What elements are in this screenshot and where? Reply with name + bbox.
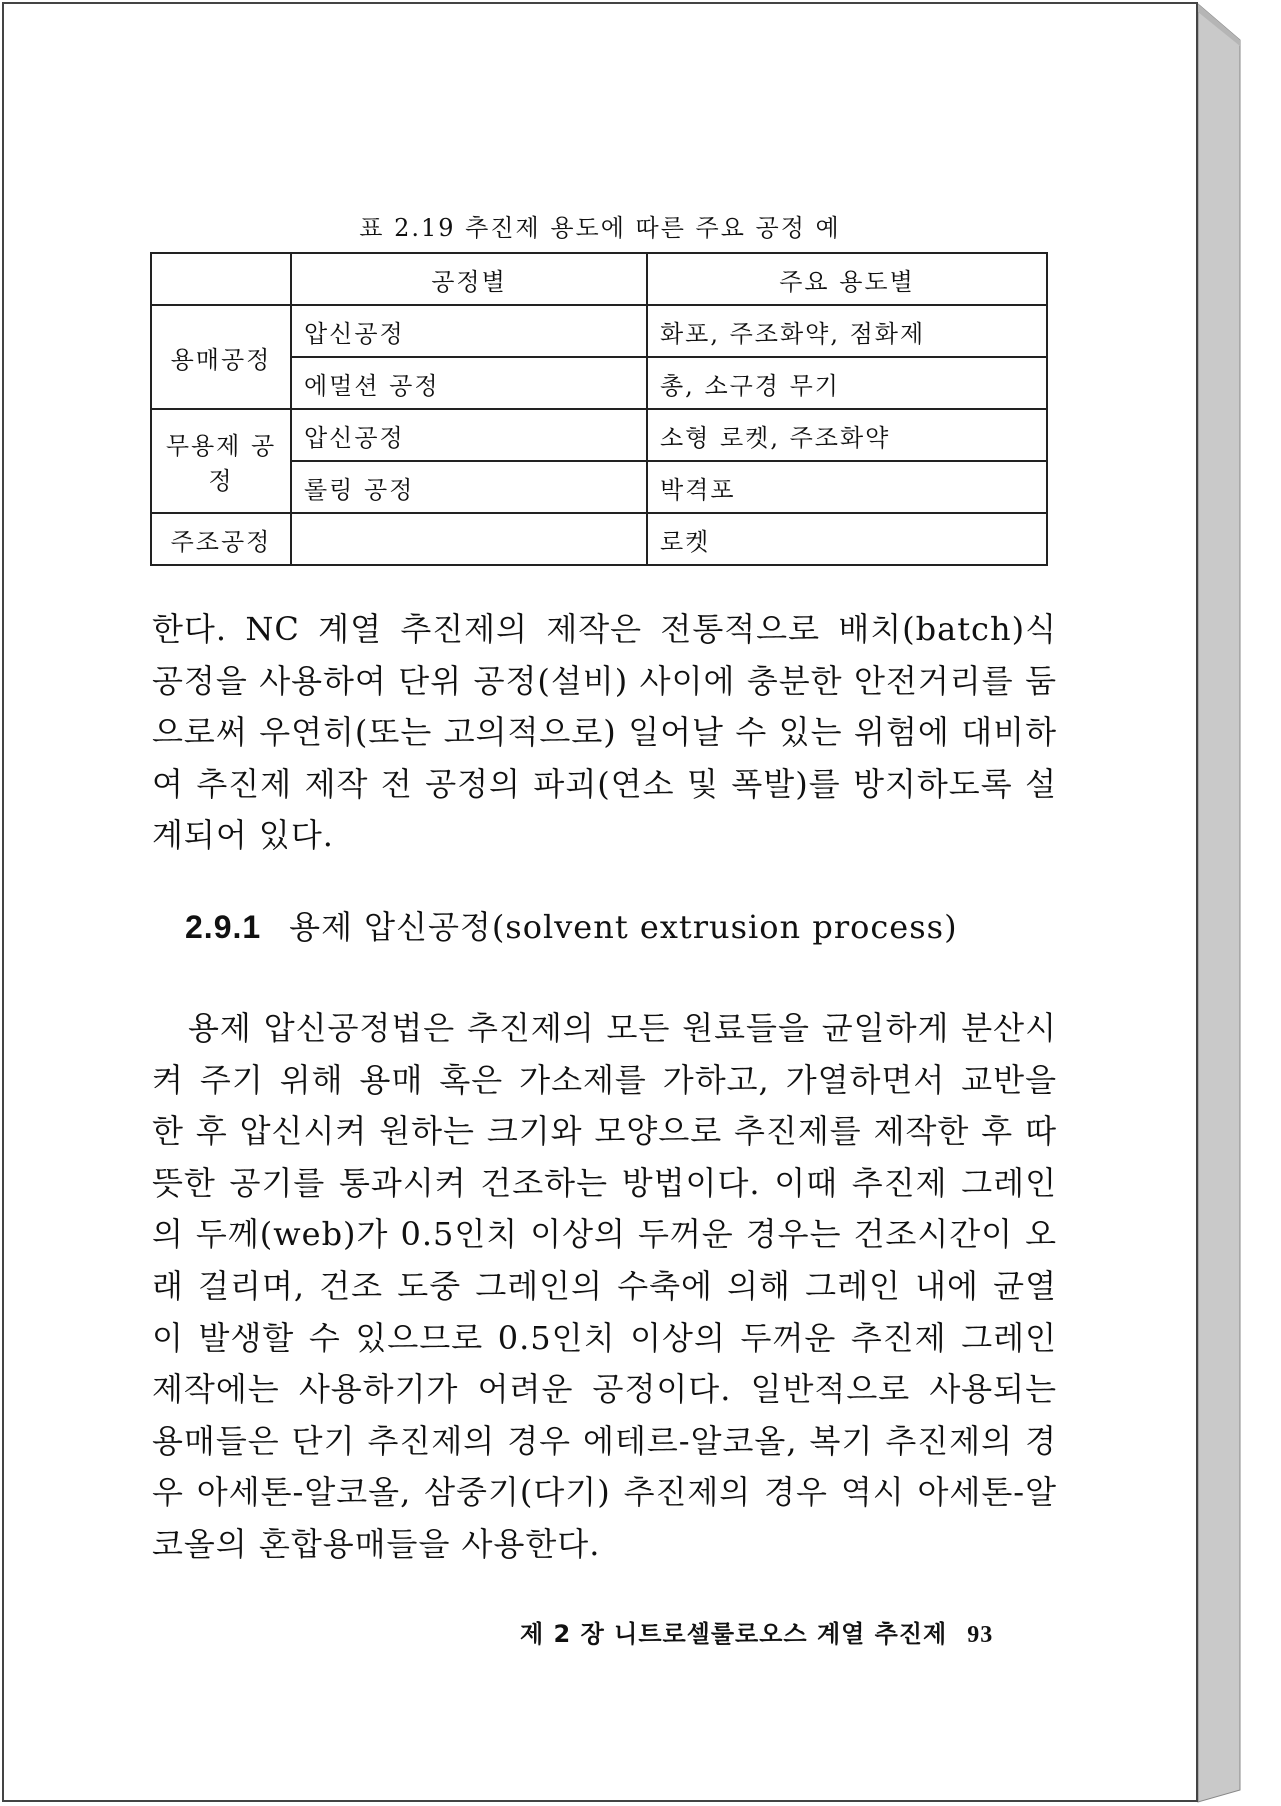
- table-row: [151, 513, 1047, 565]
- table-cell-use: 로켓: [647, 513, 1047, 565]
- table-caption: 표 2.19 추진제 용도에 따른 주요 공정 예: [359, 214, 841, 242]
- table-header-row: [151, 253, 1047, 305]
- table-group-cell: 무용제 공정: [151, 409, 291, 513]
- table-cell-process: 에멀션 공정: [291, 357, 647, 409]
- table-row: [151, 305, 1047, 357]
- page-footer: [520, 1614, 1040, 1649]
- body-paragraph: 한다. NC 계열 추진제의 제작은 전통적으로 배치(batch)식 공정을 사용하여 단위 공정(설비) 사이에 충분한 안전거리를 둠으로써 우연히(또는 고의적으로) 일어날 수 있는 위험에 대비하여 추진제 제작 전 공정의 파괴(연소 및 폭발)를 방지하도록 설계되어 있다.: [152, 610, 1057, 855]
- table-header-cell: 공정별: [291, 253, 647, 305]
- table-row: [151, 409, 1047, 461]
- table-cell-use: 화포, 주조화약, 점화제: [647, 305, 1047, 357]
- table-group-cell: 주조공정: [151, 513, 291, 565]
- table-cell-use: 소형 로켓, 주조화약: [647, 409, 1047, 461]
- process-table: [150, 252, 1048, 566]
- table-header-cell: [151, 253, 291, 305]
- table-cell-process: 압신공정: [291, 305, 647, 357]
- section-number: 2.9.1: [185, 909, 262, 945]
- page-number: 93: [967, 1622, 994, 1648]
- table-cell-process: 롤링 공정: [291, 461, 647, 513]
- table-cell-process: 압신공정: [291, 409, 647, 461]
- table-cell-use: 총, 소구경 무기: [647, 357, 1047, 409]
- running-footer-chapter: 제 2 장 니트로셀룰로오스 계열 추진제: [520, 1620, 948, 1648]
- section-title: 용제 압신공정(solvent extrusion process): [289, 908, 958, 946]
- table-cell-process: [291, 513, 647, 565]
- table-cell-use: 박격포: [647, 461, 1047, 513]
- section-heading: [185, 902, 958, 948]
- table-header-cell: 주요 용도별: [647, 253, 1047, 305]
- table-group-cell: 용매공정: [151, 305, 291, 409]
- body-paragraph: 용제 압신공정법은 추진제의 모든 원료들을 균일하게 분산시켜 주기 위해 용매 혹은 가소제를 가하고, 가열하면서 교반을 한 후 압신시켜 원하는 크기와 모양으로 추진제를 제작한 후 따뜻한 공기를 통과시켜 건조하는 방법이다. 이때 추진제 그레인의 두께(web)가 0.5인치 이상의 두꺼운 경우는 건조시간이 오래 걸리며, 건조 도중 그레인의 수축에 의해 그레인 내에 균열이 발생할 수 있으므로 0.5인치 이상의 두꺼운 추진제 그레인 제작에는 사용하기가 어려운 공정이다. 일반적으로 사용되는 용매들은 단기 추진제의 경우 에테르-알코올, 복기 추진제의 경우 아세톤-알코올, 삼중기(다기) 추진제의 경우 역시 아세톤-알코올의 혼합용매들을 사용한다.: [152, 1009, 1057, 1563]
